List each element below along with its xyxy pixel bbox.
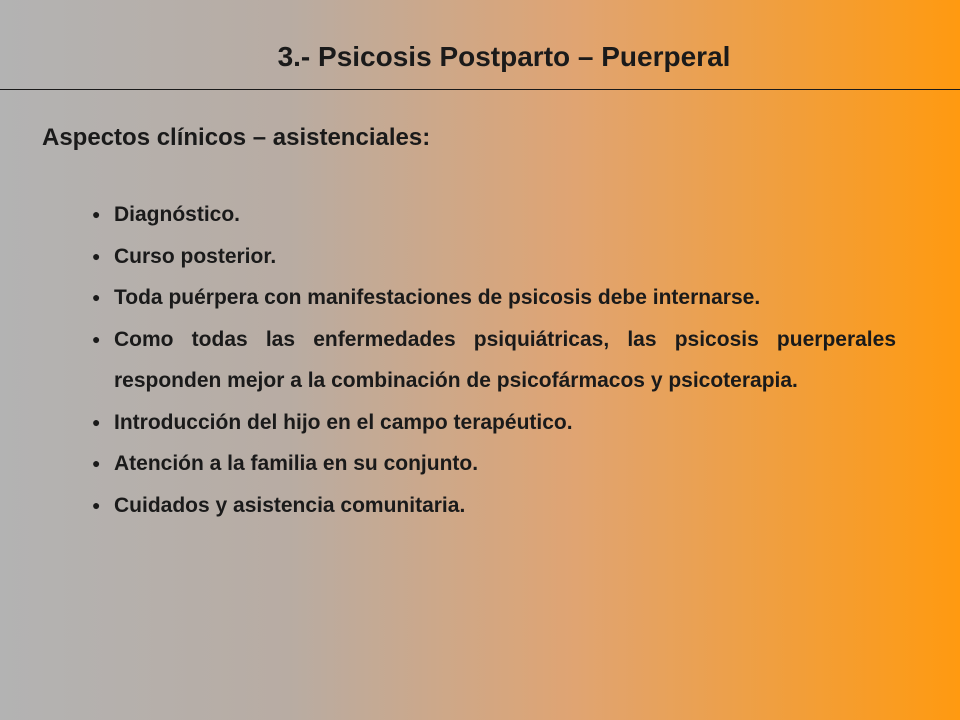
title-divider — [0, 89, 960, 90]
bullet-text: Introducción del hijo en el campo terapéutico. — [114, 410, 573, 434]
bullet-item-comunitaria — [92, 485, 896, 527]
bullet-text: Como todas las enfermedades psiquiátricas, las psicosis puerperales responden mejor a la combinación de psicofármacos y psicoterapia. — [114, 327, 896, 392]
bullet-item-diagnostico — [92, 194, 896, 236]
bullet-text: Curso posterior. — [114, 244, 277, 268]
bullet-icon: ● — [92, 413, 101, 430]
bullet-text: Toda puérpera con manifestaciones de psicosis debe internarse. — [114, 286, 761, 309]
bullet-icon: ● — [92, 206, 101, 222]
bullet-icon: ● — [92, 496, 101, 513]
section-heading: Aspectos clínicos – asistenciales: — [42, 124, 431, 151]
bullet-icon: ● — [92, 289, 101, 305]
bullet-item-familia — [92, 443, 896, 485]
bullet-item-internacion — [92, 277, 896, 319]
bullet-text: Diagnóstico. — [114, 203, 241, 226]
bullet-item-hijo — [92, 402, 896, 444]
bullet-icon: ● — [92, 247, 101, 264]
bullet-item-tratamiento — [92, 319, 896, 402]
bullet-text: Cuidados y asistencia comunitaria. — [114, 493, 466, 517]
bullet-icon: ● — [92, 330, 101, 347]
bullet-icon: ● — [92, 455, 101, 471]
slide-title: 3.- Psicosis Postparto – Puerperal — [277, 41, 731, 72]
bullet-text: Atención a la familia en su conjunto. — [114, 452, 479, 475]
bullet-item-curso — [92, 236, 896, 278]
bullet-list — [92, 194, 896, 526]
